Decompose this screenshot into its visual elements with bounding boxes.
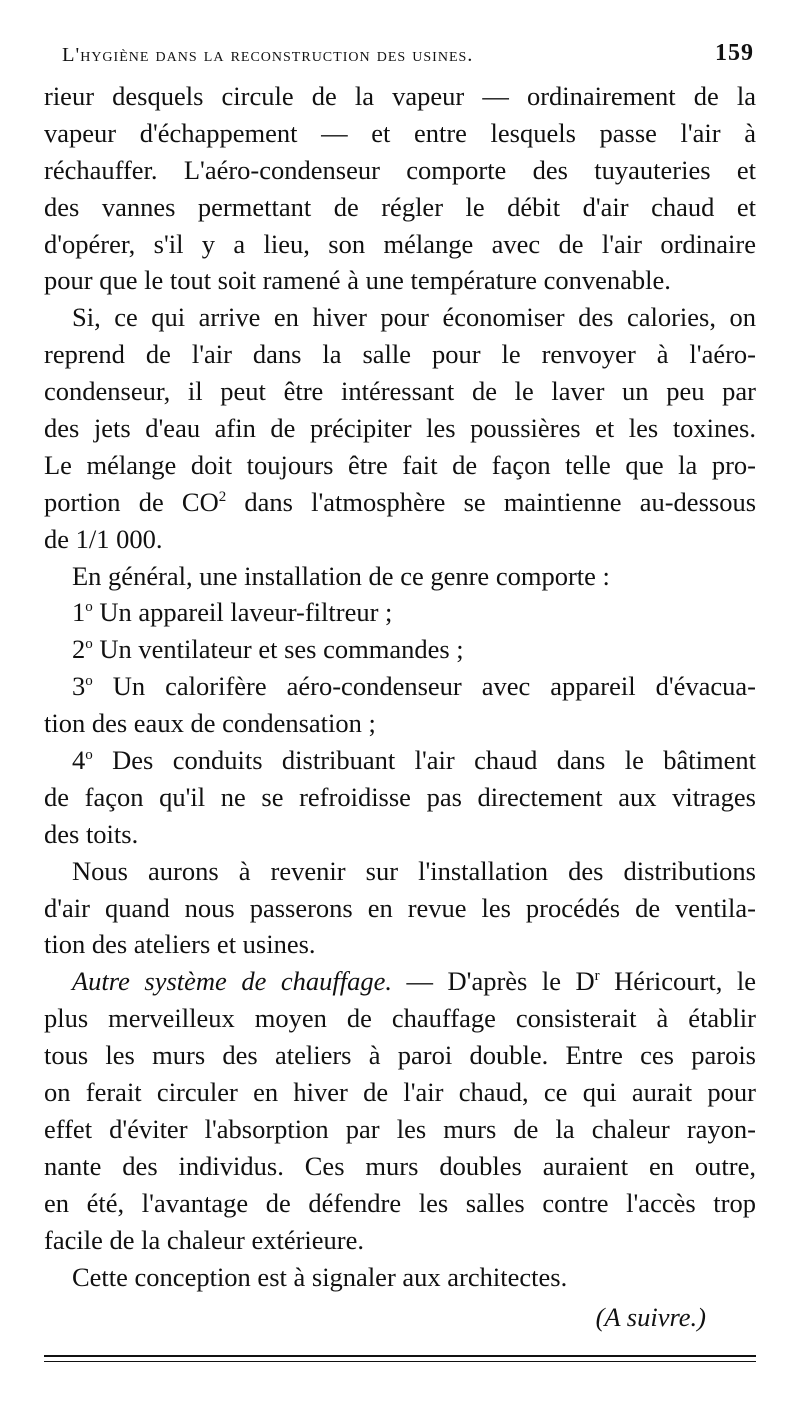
page-number: 159 [715, 40, 754, 66]
superscript: o [85, 636, 93, 653]
running-title: L'hygiène dans la reconstruction des usines. [62, 44, 474, 66]
text-line: en été, l'avantage de défendre les salles contre l'accès trop [44, 1187, 756, 1218]
to-be-continued [44, 1299, 756, 1336]
footer-rule [44, 1355, 756, 1357]
line-fragment: Un ventilateur et ses commandes ; [92, 634, 464, 665]
superscript: 2 [218, 488, 227, 505]
superscript: o [85, 673, 93, 690]
text-line [44, 742, 756, 779]
line-fragment: 4 [72, 745, 86, 776]
line-fragment: Un appareil laveur-filtreur ; [92, 597, 393, 628]
text-line: tion des eaux de condensation ; [44, 708, 376, 739]
text-line: rieur desquels circule de la vapeur — ordinairement de la [44, 81, 756, 111]
text-line [44, 484, 756, 521]
body-text [44, 78, 756, 1336]
text-line: En général, une installation de ce genre comporte : [72, 560, 610, 591]
section-heading-italic: Autre système de chauffage. [72, 966, 392, 997]
text-line: d'opérer, s'il y a lieu, son mélange avec de l'air ordinaire [44, 228, 756, 259]
text-line: pour que le tout soit ramené à une température convenable. [44, 265, 671, 296]
running-head [62, 38, 754, 72]
text-line: de façon qu'il ne se refroidisse pas directement aux vitrages [44, 781, 756, 812]
line-fragment: 1 [72, 597, 86, 628]
text-line: nante des individus. Ces murs doubles auraient en outre, [44, 1150, 756, 1181]
text-line: tous les murs des ateliers à paroi double. Entre ces parois [44, 1040, 756, 1071]
line-fragment: — D'après le D [392, 966, 595, 997]
text-line [44, 668, 756, 705]
text-line: reprend de l'air dans la salle pour le renvoyer à l'aéro- [44, 339, 756, 370]
text-line: Le mélange doit toujours être fait de façon telle que la pro- [44, 449, 756, 480]
line-fragment: portion de CO [44, 486, 219, 517]
text-line: de 1/1 000. [44, 523, 163, 554]
superscript: o [85, 599, 93, 616]
line-fragment: 3 [72, 671, 86, 702]
text-line [44, 631, 756, 668]
line-fragment: 2 [72, 634, 86, 665]
text-line: d'air quand nous passerons en revue les procédés de ventila- [44, 892, 756, 923]
text-line: tion des ateliers et usines. [44, 929, 316, 960]
line-fragment: Héricourt, le [599, 966, 756, 997]
text-line: effet d'éviter l'absorption par les murs de la chaleur rayon- [44, 1113, 756, 1144]
text-line: Nous aurons à revenir sur l'installation des distributions [72, 855, 756, 886]
text-line: Si, ce qui arrive en hiver pour économiser des calories, on [72, 302, 756, 333]
text-line: des vannes permettant de régler le débit d'air chaud et [44, 191, 756, 222]
to-be-continued-text: (A suivre.) [595, 1302, 706, 1333]
footer-rule-thin [44, 1361, 756, 1362]
text-line: on ferait circuler en hiver de l'air chaud, ce qui aurait pour [44, 1077, 756, 1108]
text-line: plus merveilleux moyen de chauffage consisterait à établir [44, 1003, 756, 1034]
line-fragment: Un calorifère aéro-condenseur avec appareil d'évacua- [92, 671, 756, 702]
text-line: des jets d'eau afin de précipiter les poussières et les toxines. [44, 413, 756, 444]
superscript: r [594, 968, 600, 985]
text-line [44, 594, 756, 631]
superscript: o [85, 747, 93, 764]
text-line: condenseur, il peut être intéressant de le laver un peu par [44, 376, 756, 407]
line-fragment: Des conduits distribuant l'air chaud dans le bâtiment [92, 745, 756, 776]
text-line: des toits. [44, 818, 139, 849]
text-line: Cette conception est à signaler aux architectes. [72, 1261, 568, 1292]
text-line: facile de la chaleur extérieure. [44, 1224, 364, 1255]
text-line: réchauffer. L'aéro-condenseur comporte des tuyauteries et [44, 154, 756, 185]
line-fragment: dans l'atmosphère se maintienne au-dessous [226, 486, 757, 517]
text-line [44, 963, 756, 1000]
text-line: vapeur d'échappement — et entre lesquels passe l'air à [44, 117, 756, 148]
